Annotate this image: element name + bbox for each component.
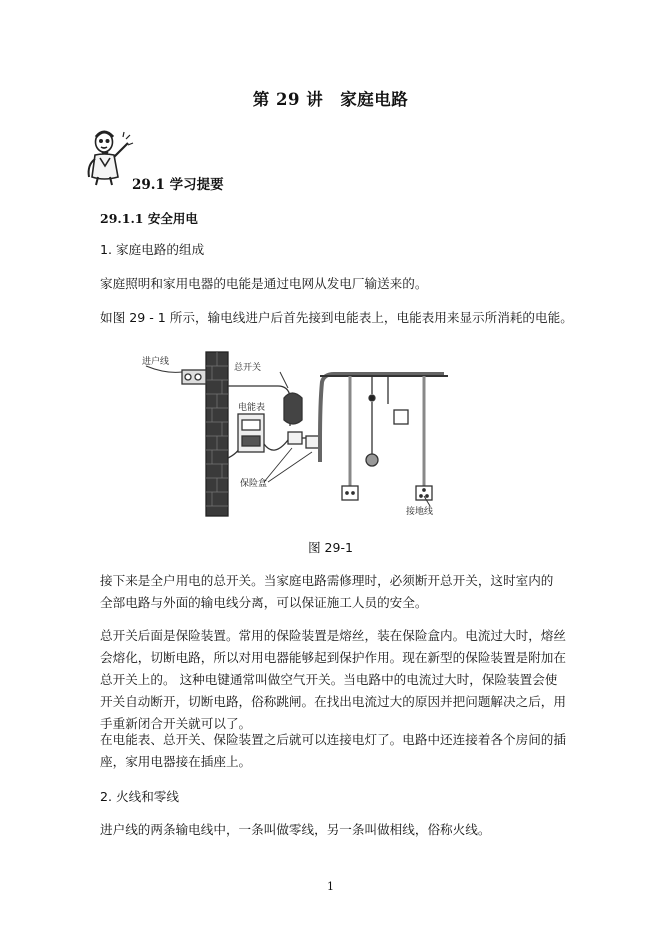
paragraph-6: 进户线的两条输电线中，一条叫做零线，另一条叫做相线，俗称火线。 xyxy=(100,822,491,837)
paragraph-3: 接下来是全户用电的总开关。当家庭电路需修理时，必须断开总开关，这时室内的全部电路与外面的输电线分离，可以保证施工人员的安全。 xyxy=(100,573,554,610)
figure-label-fuse-box: 保险盒 xyxy=(240,479,268,489)
paragraph-1: 家庭照明和家用电器的电能是通过电网从发电厂输送来的。 xyxy=(100,276,428,291)
figure-caption: 图 29-1 xyxy=(308,540,353,555)
teacher-mascot-icon xyxy=(78,125,140,187)
section-heading: 29.1 学习提要 xyxy=(132,177,224,193)
household-circuit-figure xyxy=(138,346,456,518)
page-number: 1 xyxy=(327,880,334,893)
paragraph-2: 如图 29 - 1 所示，输电线进户后首先接到电能表上，电能表用来显示所消耗的电能。 xyxy=(100,310,573,325)
item-2-label: 2. 火线和零线 xyxy=(100,789,179,804)
item-1-label: 1. 家庭电路的组成 xyxy=(100,242,205,257)
subsection-heading: 29.1.1 安全用电 xyxy=(100,211,198,226)
figure-label-main-switch: 总开关 xyxy=(234,363,262,373)
paragraph-4: 总开关后面是保险装置。常用的保险装置是熔丝，装在保险盒内。电流过大时，熔丝会熔化，切断电路，所以对用电器能够起到保护作用。现在新型的保险装置是附加在总开关上的。 这种电键通常叫做空气开关。当电路中的电流过大时，保险装置会使开关自动断开，切断电路，俗称跳闸。在找出电流过大的原因并把问题解决之后，用手重新闭合开关就可以了。 xyxy=(100,628,566,731)
lecture-title: 第 29 讲 家庭电路 xyxy=(252,90,409,109)
paragraph-5: 在电能表、总开关、保险装置之后就可以连接电灯了。电路中还连接着各个房间的插座，家用电器接在插座上。 xyxy=(100,732,566,769)
figure-label-meter: 电能表 xyxy=(238,403,266,413)
figure-label-ground: 接地线 xyxy=(406,507,434,517)
figure-label-incoming: 进户线 xyxy=(142,357,170,367)
